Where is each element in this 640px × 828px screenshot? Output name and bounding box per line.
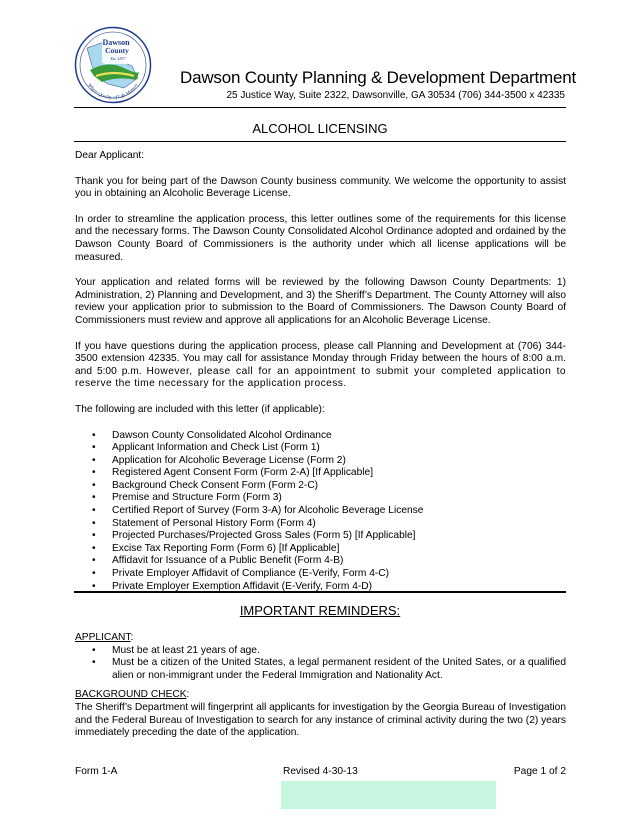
footer-page-number: Page 1 of 2: [513, 766, 566, 777]
seal-established-text: Est. 1857: [110, 56, 126, 61]
list-item: • Premise and Structure Form (Form 3): [75, 492, 566, 505]
list-item: • Private Employer Affidavit of Compliance (E-Verify, Form 4-C): [75, 568, 566, 581]
list-item: • Projected Purchases/Projected Gross Sales (Form 5) [If Applicable]: [75, 530, 566, 543]
applicant-heading-colon: :: [130, 632, 134, 643]
seal-name-text: Dawson: [102, 38, 130, 47]
applicant-requirements-list: [75, 645, 566, 683]
paragraph-review: Your application and related forms will be reviewed by the following Dawson County Departments: 1) Administration, 2) Planning and Development, and 3) the Sheriff’s Department. The County Attorney will also review your application prior to submission to the Board of Commissioners. The Dawson County Board of Commissioners must review and approve all applications for an Alcoholic Beverage License.: [75, 277, 566, 326]
background-check-text: The Sheriff’s Department will fingerprint all applicants for investigation by the Georgia Bureau of Investigation and the Federal Bureau of Investigation to search for any instance of criminal activity during the two (2) years immediately preceding the date of the application.: [75, 701, 566, 739]
list-item: • Background Check Consent Form (Form 2-C): [75, 480, 566, 493]
header-divider: [74, 107, 566, 108]
applicant-heading: APPLICANT: [75, 632, 131, 643]
dawson-county-seal-logo: [74, 26, 152, 104]
list-item: • Excise Tax Reporting Form (Form 6) [If Applicable]: [75, 543, 566, 556]
reminders-section: [75, 632, 566, 740]
department-address: 25 Justice Way, Suite 2322, Dawsonville, GA 30534 (706) 344-3500 x 42335: [226, 90, 565, 101]
reminders-title: IMPORTANT REMINDERS:: [239, 603, 401, 618]
department-name: Dawson County Planning & Development Department: [180, 68, 576, 87]
background-heading-row: [75, 689, 566, 702]
list-item: • Applicant Information and Check List (Form 1): [75, 442, 566, 455]
list-item: • Certified Report of Survey (Form 3-A) for Alcoholic Beverage License: [75, 505, 566, 518]
seal-motto-path: Where Quality of Life Matters: [86, 83, 140, 102]
highlight-box: [281, 781, 496, 809]
background-check-heading: BACKGROUND CHECK: [75, 689, 187, 701]
list-item: • Must be a citizen of the United States, a legal permanent resident of the United Sates, or a qualified alien or non-immigrant under the Federal Immigration and Nationality Act.: [75, 657, 566, 682]
list-item: • Application for Alcoholic Beverage License (Form 2): [75, 455, 566, 468]
title-divider: [74, 141, 566, 142]
list-item: • Affidavit for Issuance of a Public Benefit (Form 4-B): [75, 555, 566, 568]
reminders-divider: [74, 591, 566, 593]
list-item: • Dawson County Consolidated Alcohol Ordinance: [75, 430, 566, 443]
applicant-heading-row: [75, 632, 566, 645]
list-item: • Registered Agent Consent Form (Form 2-A) [If Applicable]: [75, 467, 566, 480]
background-heading-colon: :: [186, 689, 190, 701]
paragraph-welcome: Thank you for being part of the Dawson County business community. We welcome the opportunity to assist you in obtaining an Alcoholic Beverage License.: [75, 175, 566, 200]
salutation: Dear Applicant:: [75, 150, 145, 161]
included-forms-list: [75, 430, 566, 594]
seal-subname-text: County: [105, 46, 129, 55]
list-item: • Must be at least 21 years of age.: [75, 645, 566, 658]
paragraph-included-intro: The following are included with this letter (if applicable):: [75, 403, 325, 415]
footer-form-number: Form 1-A: [75, 766, 118, 777]
paragraph-streamline: In order to streamline the application process, this letter outlines some of the requirements for this license and the necessary forms. The Dawson County Consolidated Alcohol Ordinance adopted and ordained by the Dawson County Board of Commissioners is the authority under which all license applications will be measured.: [75, 213, 566, 263]
footer-revised-date: Revised 4-30-13: [283, 766, 358, 777]
appointment-text: However, please call for an appointment to submit your completed application to reserve the time necessary for the application process.: [75, 365, 566, 390]
questions-text: If you have questions during the application process, please call Planning and Development at (706) 344-3500 extension 42335. You may call for assistance Monday through Friday between the hours of 8:00 a.m. and 5:00 p.m.: [75, 340, 566, 377]
list-item: • Statement of Personal History Form (Form 4): [75, 518, 566, 531]
list-item: • Private Employer Exemption Affidavit (E-Verify, Form 4-D): [75, 581, 566, 594]
page-title: ALCOHOL LICENSING: [252, 121, 388, 136]
reminders-title-wrap: [74, 603, 566, 618]
paragraph-questions: [75, 341, 566, 391]
letter-body: [75, 150, 566, 593]
